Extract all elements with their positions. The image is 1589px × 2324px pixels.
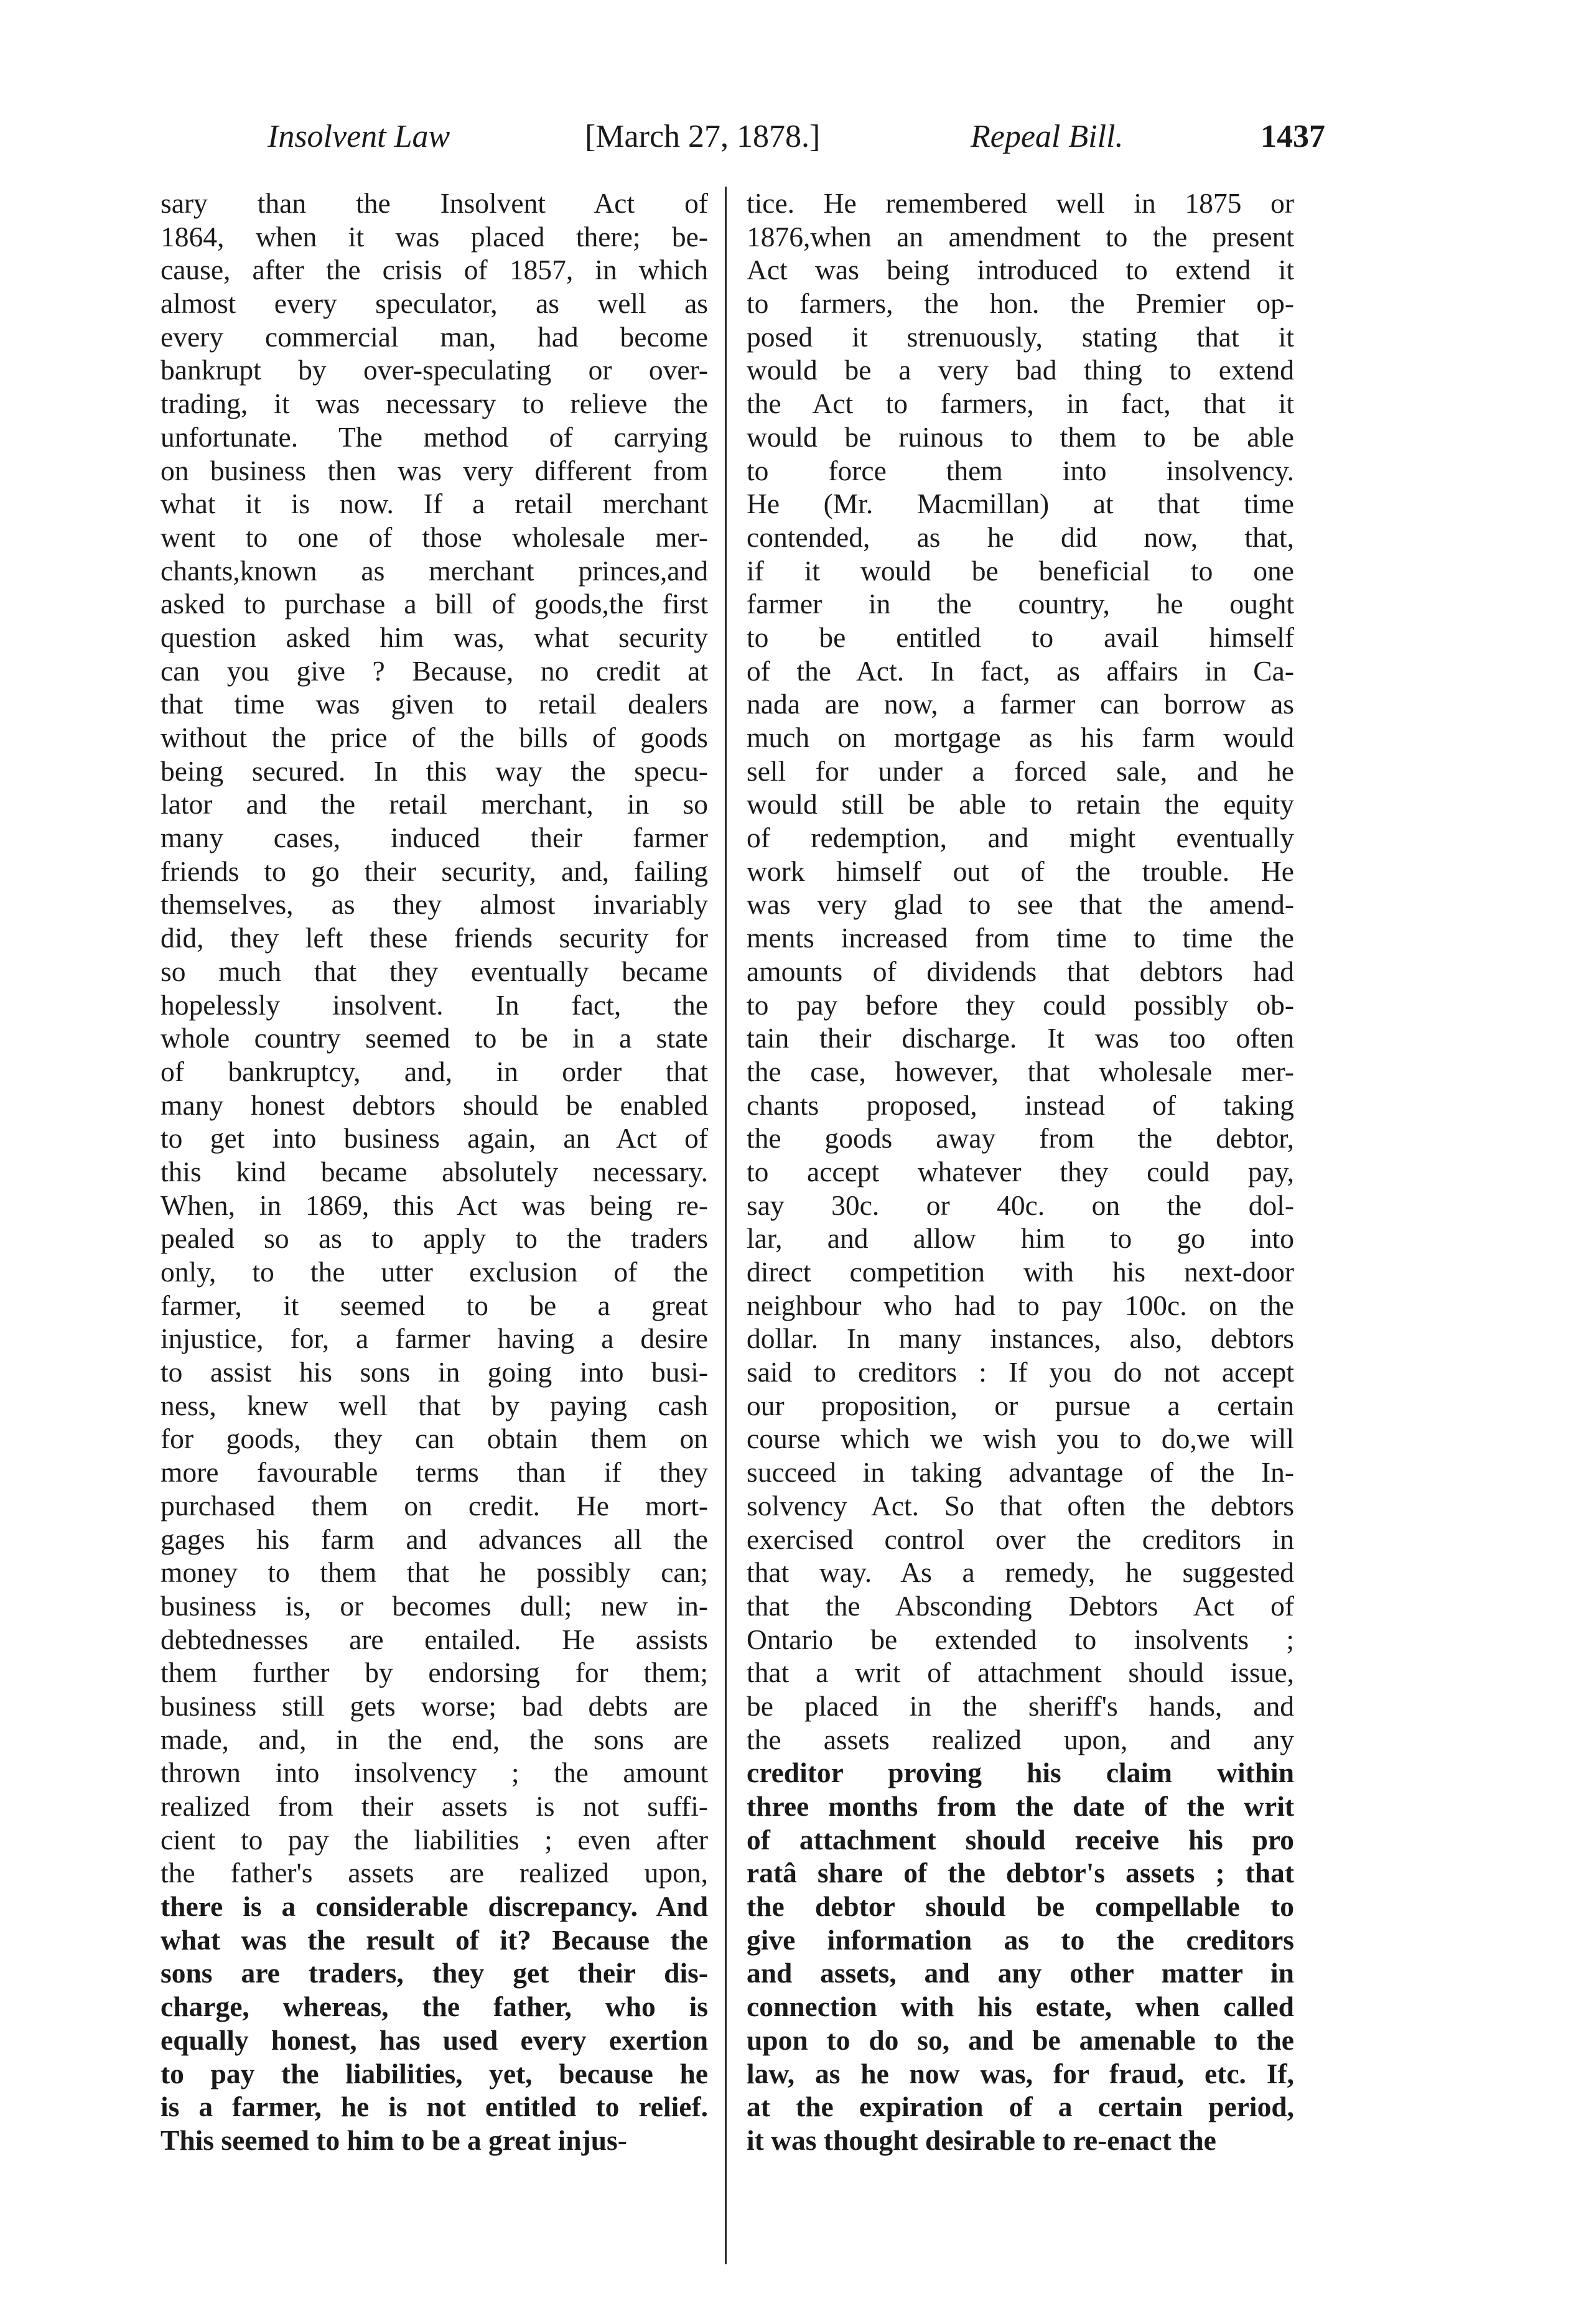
text-line: for goods, they can obtain them on: [161, 1423, 708, 1455]
text-line: at the expiration of a certain period,: [747, 2091, 1294, 2123]
text-line: that a writ of attachment should issue,: [747, 1657, 1294, 1689]
text-line: there is a considerable discrepancy. And: [161, 1890, 708, 1923]
text-line: farmer in the country, he ought: [747, 588, 1294, 620]
text-line: to force them into insolvency.: [747, 454, 1294, 486]
text-line: pealed so as to apply to the traders: [161, 1222, 708, 1255]
text-line: Ontario be extended to insolvents ;: [747, 1623, 1294, 1655]
text-line: 1876,when an amendment to the present: [747, 220, 1294, 253]
text-line: asked to purchase a bill of goods,the first: [161, 588, 708, 620]
text-line: ness, knew well that by paying cash: [161, 1389, 708, 1421]
text-line: what it is now. If a retail merchant: [161, 488, 708, 520]
running-head-date: [March 27, 1878.]: [585, 119, 821, 154]
text-line: many honest debtors should be enabled: [161, 1089, 708, 1121]
text-line: charge, whereas, the father, who is: [161, 1991, 708, 2023]
text-line: 1864, when it was placed there; be-: [161, 220, 708, 253]
text-line: lator and the retail merchant, in so: [161, 788, 708, 820]
text-line: give information as to the creditors: [747, 1923, 1294, 1956]
text-line: injustice, for, a farmer having a desire: [161, 1322, 708, 1355]
text-line: the debtor should be compellable to: [747, 1890, 1294, 1923]
text-line: course which we wish you to do,we will: [747, 1423, 1294, 1455]
column-divider: [725, 187, 727, 2264]
text-line: hopelessly insolvent. In fact, the: [161, 988, 708, 1021]
text-line: the case, however, that wholesale mer-: [747, 1055, 1294, 1087]
text-line: tain their discharge. It was too often: [747, 1022, 1294, 1054]
text-line: cause, after the crisis of 1857, in which: [161, 254, 708, 286]
text-line: direct competition with his next-door: [747, 1256, 1294, 1288]
text-line: question asked him was, what security: [161, 621, 708, 653]
text-line: law, as he now was, for fraud, etc. If,: [747, 2057, 1294, 2089]
text-line: can you give ? Because, no credit at: [161, 654, 708, 687]
text-line: cient to pay the liabilities ; even after: [161, 1823, 708, 1856]
text-line: that the Absconding Debtors Act of: [747, 1589, 1294, 1622]
text-line: would be a very bad thing to extend: [747, 354, 1294, 386]
text-line: chants proposed, instead of taking: [747, 1089, 1294, 1121]
text-line: the father's assets are realized upon,: [161, 1857, 708, 1889]
text-line: to get into business again, an Act of: [161, 1122, 708, 1155]
text-line: lar, and allow him to go into: [747, 1222, 1294, 1255]
text-line: them further by endorsing for them;: [161, 1657, 708, 1689]
text-line: sary than the Insolvent Act of: [161, 187, 708, 219]
text-line: the assets realized upon, and any: [747, 1723, 1294, 1755]
text-line: When, in 1869, this Act was being re-: [161, 1189, 708, 1221]
text-line: if it would be beneficial to one: [747, 554, 1294, 587]
text-line: to pay before they could possibly ob-: [747, 988, 1294, 1021]
text-line: money to them that he possibly can;: [161, 1556, 708, 1589]
text-line: neighbour who had to pay 100c. on the: [747, 1289, 1294, 1321]
text-line: more favourable terms than if they: [161, 1456, 708, 1489]
text-line: of redemption, and might eventually: [747, 822, 1294, 854]
text-line: said to creditors : If you do not accept: [747, 1356, 1294, 1388]
text-line: did, they left these friends security for: [161, 922, 708, 954]
text-line: He (Mr. Macmillan) at that time: [747, 488, 1294, 520]
text-line: ratâ share of the debtor's assets ; that: [747, 1857, 1294, 1889]
text-line: chants,known as merchant princes,and: [161, 554, 708, 587]
text-line: this kind became absolutely necessary.: [161, 1155, 708, 1188]
text-line: creditor proving his claim within: [747, 1757, 1294, 1789]
text-line: so much that they eventually became: [161, 955, 708, 987]
text-line: to pay the liabilities, yet, because he: [161, 2057, 708, 2089]
running-head-left: Insolvent Law: [268, 119, 450, 154]
left-column: [161, 187, 708, 2157]
running-head-right: Repeal Bill.: [971, 119, 1124, 154]
text-line: say 30c. or 40c. on the dol-: [747, 1189, 1294, 1221]
text-line: farmer, it seemed to be a great: [161, 1289, 708, 1321]
text-line: three months from the date of the writ: [747, 1790, 1294, 1822]
text-line: what was the result of it? Because the: [161, 1923, 708, 1956]
text-line: to assist his sons in going into busi-: [161, 1356, 708, 1388]
text-line: every commercial man, had become: [161, 320, 708, 353]
text-line: posed it strenuously, stating that it: [747, 320, 1294, 353]
page-number: 1437: [1260, 119, 1325, 154]
text-line: that time was given to retail dealers: [161, 688, 708, 720]
text-line: to farmers, the hon. the Premier op-: [747, 287, 1294, 320]
text-line: business still gets worse; bad debts are: [161, 1690, 708, 1722]
text-line: is a farmer, he is not entitled to relief.: [161, 2091, 708, 2123]
text-line: and assets, and any other matter in: [747, 1957, 1294, 1989]
text-line: much on mortgage as his farm would: [747, 722, 1294, 753]
text-line: gages his farm and advances all the: [161, 1523, 708, 1555]
text-line: Act was being introduced to extend it: [747, 254, 1294, 286]
text-line: This seemed to him to be a great injus-: [161, 2124, 627, 2156]
text-line: purchased them on credit. He mort-: [161, 1489, 708, 1522]
text-line: realized from their assets is not suffi-: [161, 1790, 708, 1822]
text-line: tice. He remembered well in 1875 or: [747, 187, 1294, 219]
text-line: sons are traders, they get their dis-: [161, 1957, 708, 1989]
text-line: would be ruinous to them to be able: [747, 421, 1294, 453]
text-line: whole country seemed to be in a state: [161, 1022, 708, 1054]
text-line: without the price of the bills of goods: [161, 722, 708, 753]
text-line: was very glad to see that the amend-: [747, 888, 1294, 921]
text-line: the goods away from the debtor,: [747, 1122, 1294, 1155]
text-line: friends to go their security, and, failing: [161, 855, 708, 887]
text-line: made, and, in the end, the sons are: [161, 1723, 708, 1755]
text-line: ments increased from time to time the: [747, 922, 1294, 954]
text-line: only, to the utter exclusion of the: [161, 1256, 708, 1288]
text-line: of bankruptcy, and, in order that: [161, 1055, 708, 1087]
right-column: [747, 187, 1294, 2157]
text-line: of the Act. In fact, as affairs in Ca-: [747, 654, 1294, 687]
text-line: succeed in taking advantage of the In-: [747, 1456, 1294, 1489]
text-line: the Act to farmers, in fact, that it: [747, 388, 1294, 420]
text-line: contended, as he did now, that,: [747, 521, 1294, 553]
text-line: dollar. In many instances, also, debtors: [747, 1322, 1294, 1355]
text-line: our proposition, or pursue a certain: [747, 1389, 1294, 1421]
text-line: equally honest, has used every exertion: [161, 2024, 708, 2056]
text-line: business is, or becomes dull; new in-: [161, 1589, 708, 1622]
text-line: went to one of those wholesale mer-: [161, 521, 708, 553]
text-line: bankrupt by over-speculating or over-: [161, 354, 708, 386]
text-line: that way. As a remedy, he suggested: [747, 1556, 1294, 1589]
text-line: almost every speculator, as well as: [161, 287, 708, 320]
text-line: would still be able to retain the equity: [747, 788, 1294, 820]
page-header: [249, 118, 1325, 168]
text-line: to accept whatever they could pay,: [747, 1155, 1294, 1188]
text-line: themselves, as they almost invariably: [161, 888, 708, 921]
text-line: to be entitled to avail himself: [747, 621, 1294, 653]
text-line: on business then was very different from: [161, 454, 708, 486]
text-line: sell for under a forced sale, and he: [747, 755, 1294, 787]
text-line: exercised control over the creditors in: [747, 1523, 1294, 1555]
text-line: work himself out of the trouble. He: [747, 855, 1294, 887]
text-line: upon to do so, and be amenable to the: [747, 2024, 1294, 2056]
text-line: thrown into insolvency ; the amount: [161, 1757, 708, 1789]
text-line: connection with his estate, when called: [747, 1991, 1294, 2023]
text-line: be placed in the sheriff's hands, and: [747, 1690, 1294, 1722]
text-line: nada are now, a farmer can borrow as: [747, 688, 1294, 720]
text-line: being secured. In this way the specu-: [161, 755, 708, 787]
text-line: of attachment should receive his pro: [747, 1823, 1294, 1856]
text-line: amounts of dividends that debtors had: [747, 955, 1294, 987]
text-line: solvency Act. So that often the debtors: [747, 1489, 1294, 1522]
text-line: it was thought desirable to re-enact the: [747, 2124, 1216, 2156]
text-line: debtednesses are entailed. He assists: [161, 1623, 708, 1655]
text-line: trading, it was necessary to relieve the: [161, 388, 708, 420]
text-line: unfortunate. The method of carrying: [161, 421, 708, 453]
text-line: many cases, induced their farmer: [161, 822, 708, 854]
